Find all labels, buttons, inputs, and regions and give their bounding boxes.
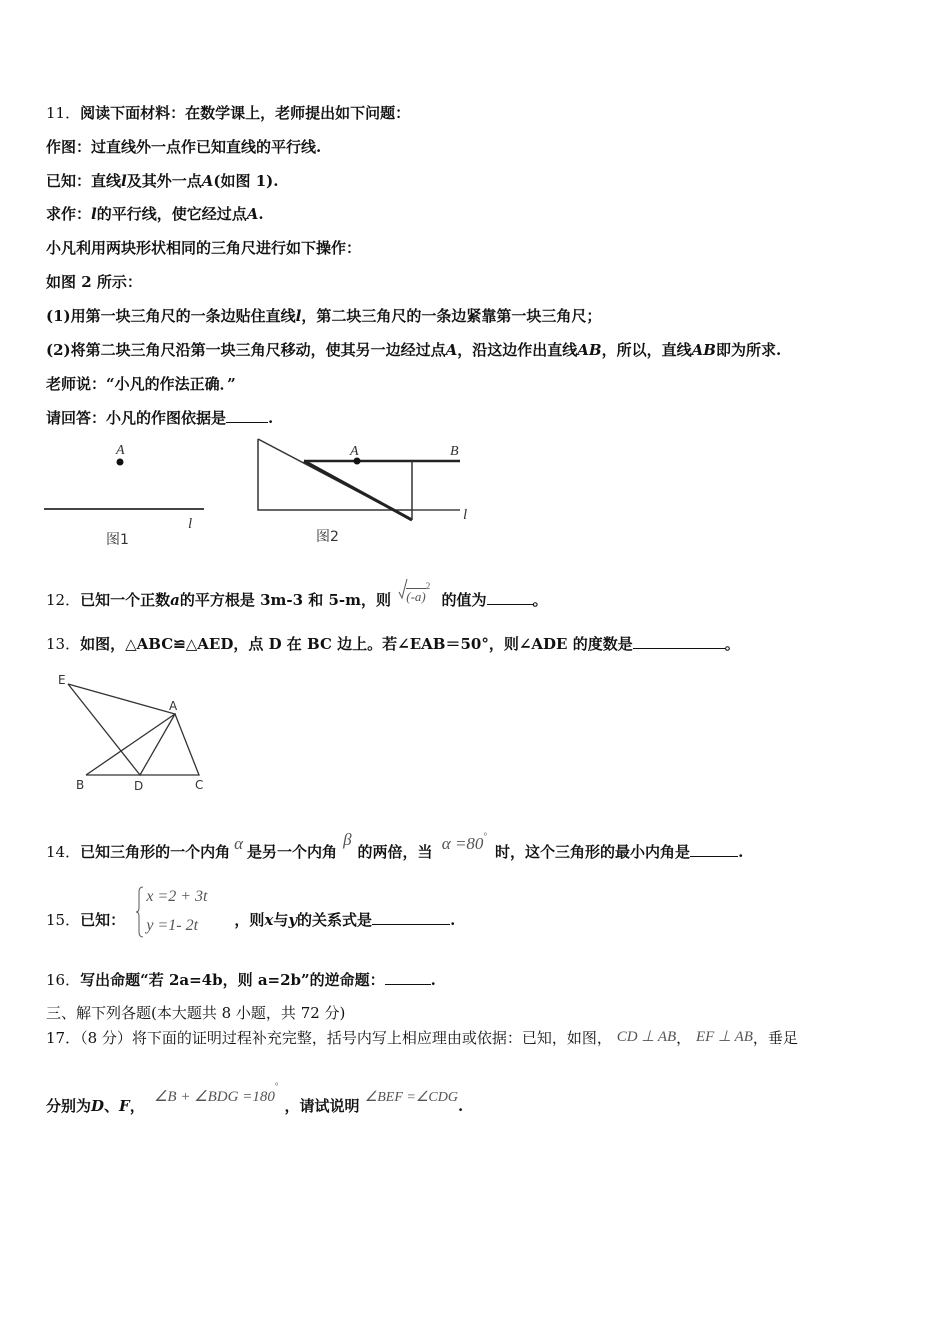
equation-2: y =1- 2t (146, 917, 199, 934)
cd-perp-ab: CD ⊥ AB (616, 1029, 677, 1045)
alpha-condition: α =80 (441, 834, 484, 853)
fig2-label-b: B (450, 444, 459, 459)
alpha-symbol: α (234, 834, 244, 853)
q11-line4: 求作：l的平行线，使它经过点A. (46, 205, 264, 223)
figure-1 (40, 440, 220, 552)
q11-line5: 小凡利用两块形状相同的三角尺进行如下操作： (46, 239, 362, 257)
answer-blank[interactable] (385, 970, 431, 985)
figure-q13 (52, 670, 222, 796)
fig2-caption: 图2 (316, 529, 339, 545)
radical-expression: $(-a)^2$ (398, 586, 430, 611)
label-c: C (195, 778, 204, 792)
q11-number: 11． (46, 104, 81, 122)
q16: 16．写出命题“若 2a=4b，则 a=2b”的逆命题： . (46, 971, 436, 989)
ruler-2-edge (304, 461, 412, 520)
answer-blank[interactable] (372, 910, 450, 925)
q11-line3: 已知：直线l及其外一点A(如图 1). (46, 172, 279, 190)
angle-equality-goal: ∠BEF =∠CDG (364, 1090, 458, 1105)
label-b: B (76, 778, 85, 792)
q17-line2: 分别为D、F， ∠B + ∠BDG =180°，请试说明 ∠BEF =∠CDG. (46, 1081, 464, 1115)
fig1-label-a: A (116, 443, 125, 458)
q11-intro: 11．阅读下面材料：在数学课上，老师提出如下问题： (46, 104, 411, 122)
section-3-heading: 三、解下列各题(本大题共 8 小题，共 72 分) (46, 1004, 346, 1022)
triangle-abc (86, 714, 199, 775)
fig2-label-a: A (350, 444, 359, 459)
ef-perp-ab: EF ⊥ AB (695, 1029, 753, 1045)
label-e: E (58, 673, 66, 687)
q12: 12．已知一个正数a的平方根是 3m-3 和 5-m，则 $(-a)^2$ 的值为 。 (46, 586, 548, 611)
q11-line8: (2)将第二块三角尺沿第一块三角尺移动，使其另一边经过点A，沿这边作出直线AB，所以，直线AB即为所求. (46, 341, 782, 359)
q14: 14．已知三角形的一个内角 α 是另一个内角β的两倍，当 α =80°时，这个三角形的最小内角是 . (46, 830, 744, 861)
triangle-ruler-1 (258, 439, 412, 510)
equation-1: x =2 + 3t (146, 888, 208, 905)
answer-blank[interactable] (690, 842, 738, 857)
figure-2 (250, 433, 480, 551)
q11-line9: 老师说：“小凡的作法正确．” (46, 375, 236, 393)
fig1-point-a (117, 459, 124, 466)
q11-line7: (1)用第一块三角尺的一条边贴住直线l，第二块三角尺的一条边紧靠第一块三角尺； (46, 307, 602, 325)
fig1-caption: 图1 (106, 532, 129, 548)
angle-sum-condition: ∠B + ∠BDG =180 (153, 1089, 275, 1105)
q17-line1: 17．（8 分）将下面的证明过程补充完整，括号内写上相应理由或依据：已知，如图， CD ⊥ AB， EF ⊥ AB，垂足 (46, 1029, 798, 1047)
beta-symbol: β (343, 830, 352, 849)
label-d: D (134, 779, 144, 793)
equation-system (136, 888, 234, 934)
fig2-label-l: l (463, 507, 468, 523)
left-brace (136, 886, 144, 938)
answer-blank[interactable] (633, 634, 725, 649)
q15: 15．已知： x =2 + 3t y =1- 2t ，则x与y的关系式是 . (46, 910, 455, 931)
triangle-aed (68, 684, 175, 775)
q13: 13．如图，△ABC≌△AED，点 D 在 BC 边上。若∠EAB＝50°，则∠ADE 的度数是 。 (46, 635, 740, 653)
q11-line2: 作图：过直线外一点作已知直线的平行线. (46, 138, 322, 156)
fig1-label-l: l (188, 516, 193, 532)
answer-blank[interactable] (226, 408, 268, 423)
answer-blank[interactable] (487, 590, 533, 605)
q11-line6: 如图 2 所示： (46, 273, 142, 291)
q11-line10: 请回答：小凡的作图依据是 . (46, 409, 274, 427)
label-a: A (169, 699, 178, 713)
